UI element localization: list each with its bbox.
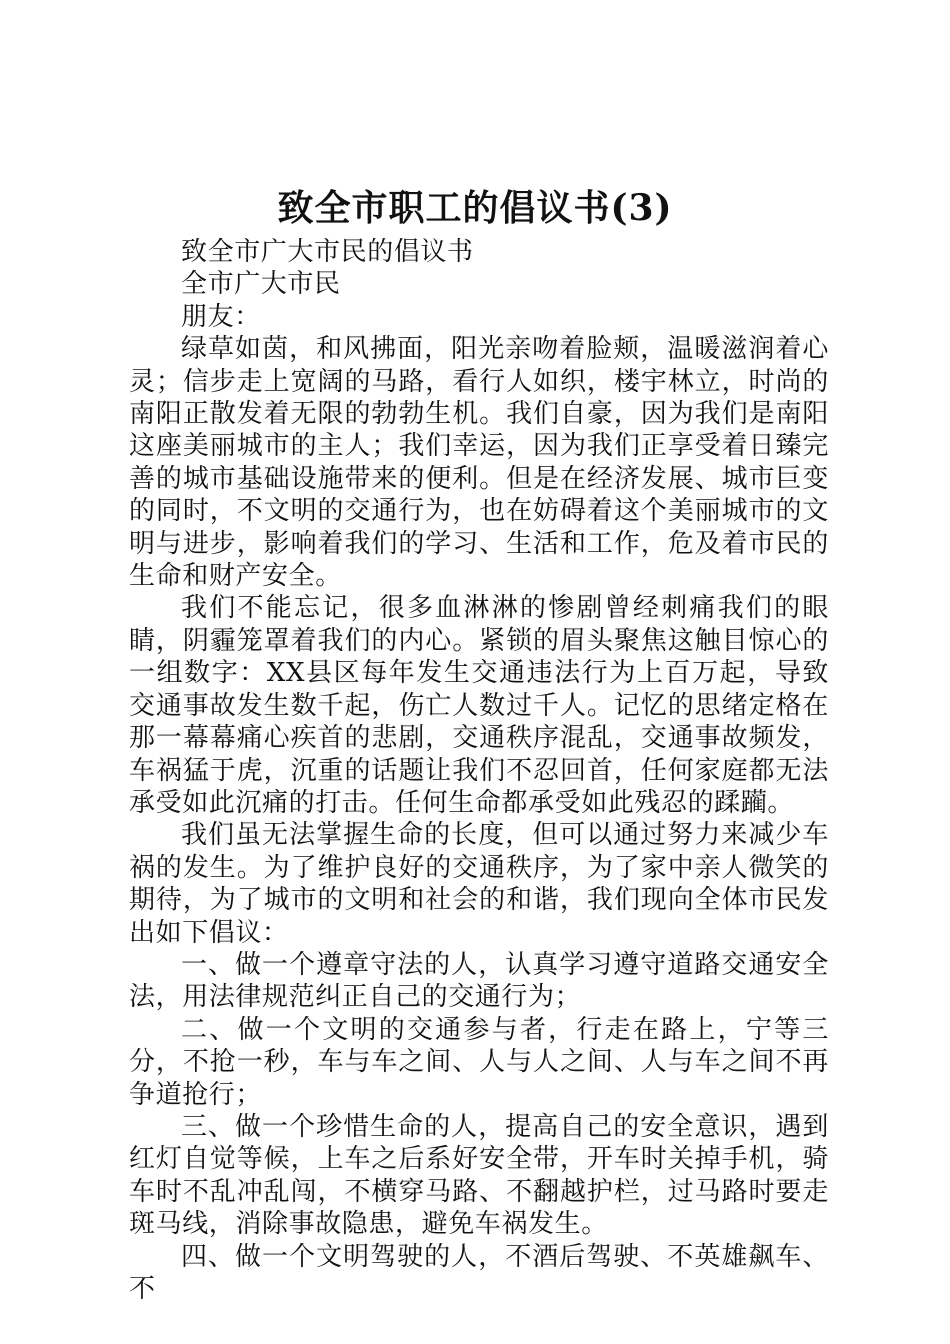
paragraph: 我们虽无法掌握生命的长度，但可以通过努力来减少车祸的发生。为了维护良好的交通秩序，为了家中亲人微笑的期待，为了城市的文明和社会的和谐，我们现向全体市民发出如下倡议： [129,820,829,948]
proposal-item: 四、做一个文明驾驶的人，不酒后驾驶、不英雄飙车、不 [129,1241,829,1304]
paragraph-salutation: 全市广大市民 [181,269,341,300]
paragraph-heading: 致全市广大市民的倡议书 [181,237,474,267]
paragraph: 绿草如茵，和风拂面，阳光亲吻着脸颊，温暖滋润着心灵；信步走上宽阔的马路，看行人如织，楼宇林立，时尚的南阳正散发着无限的勃勃生机。我们自豪，因为我们是南阳这座美丽城市的主人；我们幸运，因为我们正享受着日臻完善的城市基础设施带来的便利。但是在经济发展、城市巨变的同时，不文明的交通行为，也在妨碍着这个美丽城市的文明与进步，影响着我们的学习、生活和工作，危及着市民的生命和财产安全。 [129,334,829,592]
document-title: 致全市职工的倡议书(3) [277,187,673,229]
proposal-item: 二、做一个文明的交通参与者，行走在路上，宁等三分，不抢一秒，车与车之间、人与人之间、人与车之间不再争道抢行； [129,1014,829,1110]
paragraph-salutation-cont: 朋友： [181,301,261,332]
paragraph: 我们不能忘记，很多血淋淋的惨剧曾经刺痛我们的眼睛，阴霾笼罩着我们的内心。紧锁的眉头聚焦这触目惊心的一组数字：XX县区每年发生交通违法行为上百万起，导致交通事故发生数千起，伤亡人数过千人。记忆的思绪定格在那一幕幕痛心疾首的悲剧，交通秩序混乱，交通事故频发，车祸猛于虎，沉重的话题让我们不忍回首，任何家庭都无法承受如此沉痛的打击。任何生命都承受如此残忍的蹂躏。 [129,593,829,818]
proposal-item: 三、做一个珍惜生命的人，提高自己的安全意识，遇到红灯自觉等候，上车之后系好安全带，开车时关掉手机，骑车时不乱冲乱闯，不横穿马路、不翻越护栏，过马路时要走斑马线，消除事故隐患，避免车祸发生。 [129,1111,829,1240]
proposal-item: 一、做一个遵章守法的人，认真学习遵守道路交通安全法，用法律规范纠正自己的交通行为； [129,949,829,1013]
document-body [129,236,829,1305]
